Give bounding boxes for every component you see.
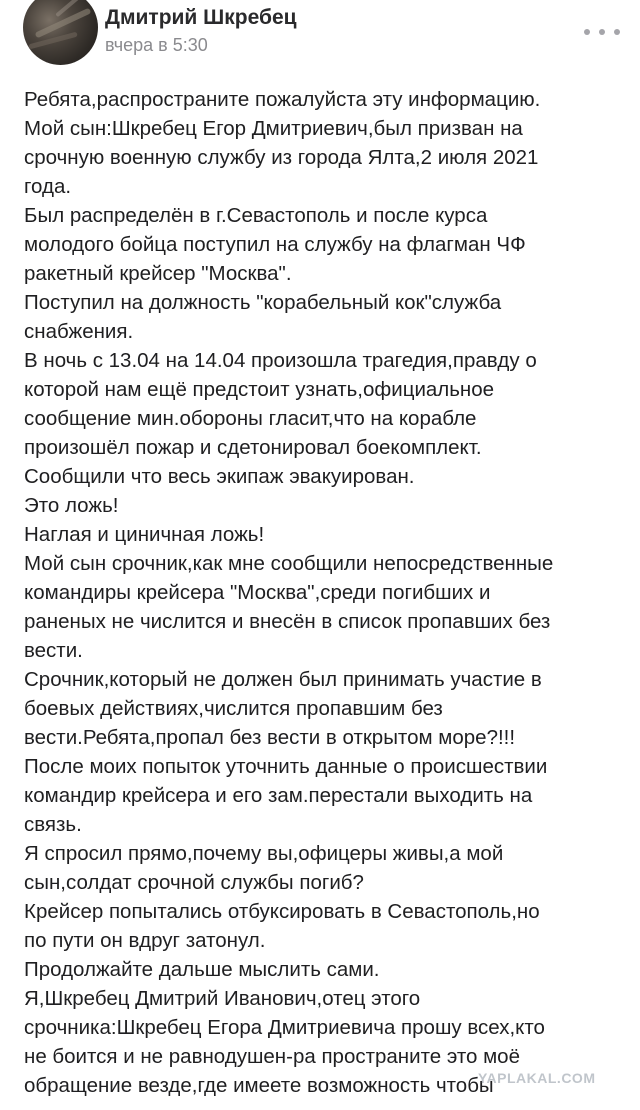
post-text-line: обращение везде,где имеете возможность чтобы [24, 1074, 494, 1097]
post-text-line: Я,Шкребец Дмитрий Иванович,отец этого [24, 987, 421, 1010]
post-text-line: Это ложь! [24, 494, 119, 517]
post-text-line: командир крейсера и его зам.перестали выходить на [24, 784, 533, 807]
post-text-line: Наглая и циничная ложь! [24, 523, 265, 546]
post-text-line: не боится и не равнодушен-ра пространите это моё [24, 1045, 520, 1068]
watermark: YAPLAKAL.COM [478, 1070, 596, 1086]
post-text-line: Поступил на должность "корабельный кок"служба [24, 291, 502, 314]
post-text-line: раненых не числится и внесён в список пропавших без [24, 610, 551, 633]
post-text-line: вести. [24, 639, 83, 662]
post-text-line: Мой сын срочник,как мне сообщили непосредственные [24, 552, 554, 575]
post-text-line: по пути он вдруг затонул. [24, 929, 266, 952]
post-text-line: В ночь с 13.04 на 14.04 произошла трагедия,правду о [24, 349, 537, 372]
post-text-line: командиры крейсера "Москва",среди погибших и [24, 581, 491, 604]
post-text-line: срочника:Шкребец Егора Дмитриевича прошу всех,кто [24, 1016, 545, 1039]
author-name[interactable]: Дмитрий Шкребец [105, 6, 297, 29]
post-text-line: срочную военную службу из города Ялта,2 июля 2021 [24, 146, 539, 169]
more-dots-icon[interactable] [584, 22, 620, 42]
avatar[interactable] [23, 0, 98, 65]
post-text-line: вести.Ребята,пропал без вести в открытом море?!!! [24, 726, 516, 749]
post-header [0, 0, 640, 70]
post-text [24, 85, 624, 1100]
post-text-line: Крейсер попытались отбуксировать в Севастополь,но [24, 900, 540, 923]
post-text-line: Мой сын:Шкребец Егор Дмитриевич,был призван на [24, 117, 523, 140]
post-text-line: После моих попыток уточнить данные о происшествии [24, 755, 548, 778]
post-text-line: Ребята,распространите пожалуйста эту информацию. [24, 88, 541, 111]
post-text-line: сообщение мин.обороны гласит,что на корабле [24, 407, 477, 430]
post-text-line: года. [24, 175, 72, 198]
post-text-line: которой нам ещё предстоит узнать,официальное [24, 378, 495, 401]
post-text-line: боевых действиях,числится пропавшим без [24, 697, 443, 720]
post-time[interactable]: вчера в 5:30 [105, 35, 208, 55]
post-text-line: связь. [24, 813, 82, 836]
post-text-line: молодого бойца поступил на службу на флагман ЧФ [24, 233, 526, 256]
post-text-line: Срочник,который не должен был принимать участие в [24, 668, 542, 691]
post-text-line: Продолжайте дальше мыслить сами. [24, 958, 380, 981]
post-text-line: сын,солдат срочной службы погиб? [24, 871, 364, 894]
post-text-line: Я спросил прямо,почему вы,офицеры живы,а мой [24, 842, 504, 865]
post-text-line: Сообщили что весь экипаж эвакуирован. [24, 465, 415, 488]
post-text-line: Был распределён в г.Севастополь и после курса [24, 204, 488, 227]
post-text-line: снабжения. [24, 320, 134, 343]
post-text-line: произошёл пожар и сдетонировал боекомплект. [24, 436, 482, 459]
post-text-line: ракетный крейсер "Москва". [24, 262, 292, 285]
